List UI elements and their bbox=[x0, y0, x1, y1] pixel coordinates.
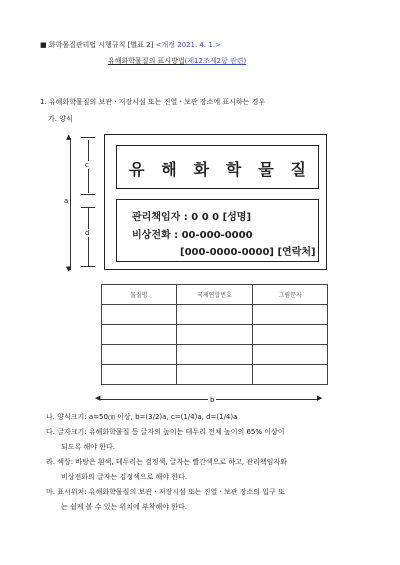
header-title: 유해화학물질의 표시방법 bbox=[108, 57, 185, 65]
table-cell bbox=[102, 345, 177, 365]
header-revision: <개정 2021. 4. 1.> bbox=[155, 41, 221, 49]
table-cell bbox=[253, 325, 328, 345]
dimension-label-a: a bbox=[64, 197, 69, 205]
table-cell bbox=[176, 305, 253, 325]
manager-line: 관리책임자 : 0 0 0 [성명] bbox=[132, 212, 252, 223]
note-label: 마. bbox=[46, 488, 55, 496]
table-cell bbox=[176, 325, 253, 345]
note-label: 다. bbox=[46, 428, 55, 436]
dimension-tick-d-top bbox=[81, 207, 95, 208]
table-cell bbox=[102, 325, 177, 345]
sign-title-char: 화 bbox=[193, 160, 210, 179]
sign-title-char: 해 bbox=[161, 160, 177, 179]
table-row bbox=[102, 365, 328, 385]
arrow-up-icon: ▲ bbox=[66, 133, 72, 141]
substance-table bbox=[101, 284, 328, 385]
header-ref: (제12조제2항 관련) bbox=[184, 57, 247, 65]
note-size bbox=[46, 413, 237, 422]
header-line2 bbox=[108, 57, 246, 66]
phone-line: 비상전화 : 00-000-0000 bbox=[132, 230, 253, 241]
table-cell bbox=[176, 345, 253, 365]
note-color bbox=[46, 458, 287, 467]
note-label: 라. bbox=[46, 458, 55, 466]
section1-subheading: 가. 양식 bbox=[48, 115, 73, 123]
arrow-down-icon: ▼ bbox=[66, 265, 72, 273]
dimension-line-a bbox=[70, 138, 71, 270]
note-location bbox=[46, 488, 285, 497]
sign-title-char: 학 bbox=[225, 160, 242, 179]
section1-heading: 1. 유해화학물질의 보관ㆍ저장시설 또는 진열ㆍ보관 장소에 표시하는 경우 bbox=[40, 98, 266, 106]
table-row bbox=[102, 305, 328, 325]
note-text-continued: 되도록 해야 한다. bbox=[61, 443, 116, 451]
header-rule-name: ■ 화학물질관리법 시행규칙 [별표 2] bbox=[40, 41, 154, 49]
table-header-cell: 그림문자 bbox=[253, 285, 328, 305]
table-cell bbox=[176, 365, 253, 385]
note-text: 표시위치: 유해화학물질의 보관ㆍ저장시설 또는 진열ㆍ보관 장소의 입구 또 bbox=[57, 488, 285, 496]
arrow-right-icon: ▶ bbox=[317, 394, 323, 402]
table-header-cell: 물질명 bbox=[102, 285, 177, 305]
table-header-cell: 국제연합번호 bbox=[176, 285, 253, 305]
note-text: 색상: 바탕은 흰색, 테두리는 검정색, 글자는 빨간색으로 하고, 관리책임자와 bbox=[57, 458, 287, 466]
sign-title bbox=[117, 157, 318, 180]
sign-title-box bbox=[116, 145, 319, 189]
dimension-tick-c-top bbox=[81, 137, 95, 138]
sign-title-char: 물 bbox=[258, 160, 274, 179]
table-cell bbox=[253, 345, 328, 365]
arrow-left-icon: ◀ bbox=[95, 394, 101, 402]
table-header-row bbox=[102, 285, 328, 305]
table-cell bbox=[102, 365, 177, 385]
table-row bbox=[102, 325, 328, 345]
note-label: 나. bbox=[46, 413, 55, 421]
dimension-label-b: b bbox=[210, 396, 215, 404]
note-text-continued: 는 쉽게 볼 수 있는 위치에 부착해야 한다. bbox=[61, 503, 187, 511]
note-font-size bbox=[46, 428, 285, 437]
dimension-line-d bbox=[88, 208, 89, 266]
dimension-tick-d-bottom bbox=[81, 266, 95, 267]
table-cell bbox=[253, 365, 328, 385]
sign-title-char: 유 bbox=[129, 160, 145, 179]
contact-line: [000-0000-0000] [연락처] bbox=[180, 247, 316, 258]
table-row bbox=[102, 345, 328, 365]
note-text: 양식크기: a=50㎝ 이상, b=(3/2)a, c=(1/4)a, d=(1/4)a bbox=[57, 413, 238, 421]
note-text-continued: 비상전화의 글자는 검정색으로 해야 한다. bbox=[61, 473, 188, 481]
table-cell bbox=[102, 305, 177, 325]
dimension-label-c: c bbox=[85, 161, 89, 169]
header-line1 bbox=[40, 41, 221, 50]
dimension-label-d: d bbox=[85, 229, 90, 237]
table-cell bbox=[253, 305, 328, 325]
note-text: 글자크기: 유해화학물질 등 글자의 높이는 테두리 전체 높이의 65% 이상이 bbox=[57, 428, 285, 436]
dimension-tick-c-bottom bbox=[81, 194, 95, 195]
sign-title-char: 질 bbox=[290, 160, 306, 179]
